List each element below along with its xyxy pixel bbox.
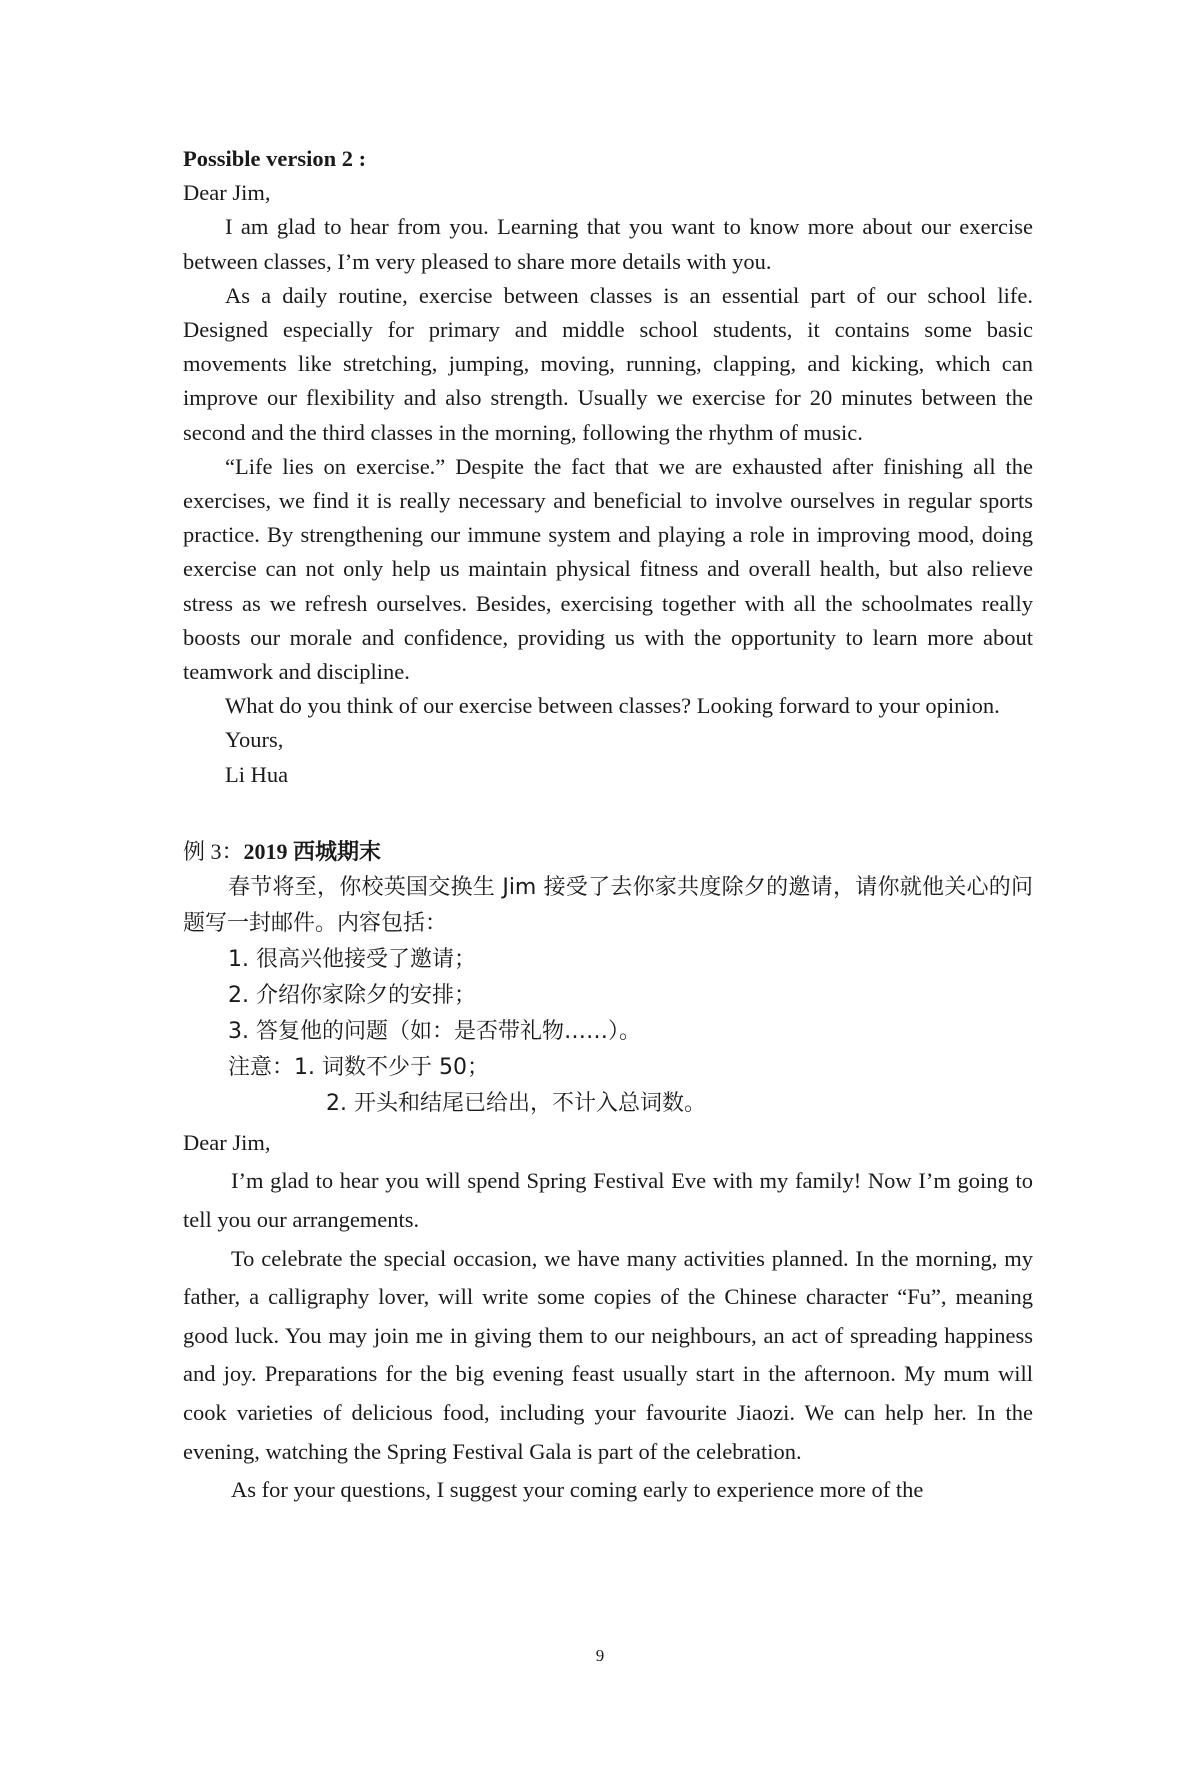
- paragraph: What do you think of our exercise between classes? Looking forward to your opinion.: [225, 693, 1000, 719]
- possible-version-2: [183, 142, 1033, 792]
- requirement-item: 3. 答复他的问题（如：是否带礼物……）。: [228, 1018, 641, 1044]
- paragraph: As for your questions, I suggest your coming early to experience more of the: [231, 1477, 924, 1503]
- paragraph: I’m glad to hear you will spend Spring Festival Eve with my family! Now I’m going to tell you our arrangements.: [183, 1168, 1033, 1233]
- document-page: [183, 142, 1033, 1510]
- example-heading: [183, 834, 1033, 870]
- paragraph: To celebrate the special occasion, we have many activities planned. In the morning, my father, a calligraphy lover, will write some copies of the Chinese character “Fu”, meaning good luck. You may join me in giving them to our neighbours, an act of spreading happiness and joy. Preparations for the big evening feast usually start in the afternoon. My mum will cook varieties of delicious food, including your favourite Jiaozi. We can help her. In the evening, watching the Spring Festival Gala is part of the celebration.: [183, 1245, 1033, 1464]
- signature: Li Hua: [225, 761, 289, 787]
- closing: Yours,: [225, 727, 284, 753]
- paragraph: “Life lies on exercise.” Despite the fact that we are exhausted after finishing all the exercises, we find it is really necessary and beneficial to involve ourselves in regular sports practice. By strengthening our immune system and playing a role in improving mood, doing exercise can not only help us maintain physical fitness and overall health, but also relieve stress as we refresh ourselves. Besides, exercising together with all the schoolmates really boosts our morale and confidence, providing us with the opportunity to learn more about teamwork and discipline.: [183, 453, 1033, 685]
- page-number: 9: [595, 1646, 605, 1665]
- example-3: [183, 834, 1033, 1510]
- version-heading: Possible version 2 :: [183, 146, 367, 171]
- requirement-item: 2. 介绍你家除夕的安排；: [228, 982, 476, 1008]
- note-1: 注意：1. 词数不少于 50；: [228, 1054, 489, 1080]
- salutation: Dear Jim,: [183, 180, 271, 206]
- note-2: 2. 开头和结尾已给出，不计入总词数。: [326, 1090, 706, 1116]
- sample-letter: [183, 1124, 1033, 1510]
- example-title: 2019 西城期末: [243, 838, 382, 864]
- paragraph: As a daily routine, exercise between classes is an essential part of our school life. Designed especially for primary and middle school students, it contains some basic movements like stretching, jumping, moving, running, clapping, and kicking, which can improve our flexibility and also strength. Usually we exercise for 20 minutes between the second and the third classes in the morning, following the rhythm of music.: [183, 282, 1033, 445]
- requirement-item: 1. 很高兴他接受了邀请；: [228, 946, 476, 972]
- example-label: 例 3：: [183, 838, 244, 864]
- prompt-text: 春节将至，你校英国交换生 Jim 接受了去你家共度除夕的邀请，请你就他关心的问题写一封邮件。内容包括：: [183, 874, 1033, 936]
- salutation: Dear Jim,: [183, 1129, 271, 1155]
- task-prompt: [183, 870, 1033, 1122]
- paragraph: I am glad to hear from you. Learning that you want to know more about our exercise between classes, I’m very pleased to share more details with you.: [183, 214, 1033, 274]
